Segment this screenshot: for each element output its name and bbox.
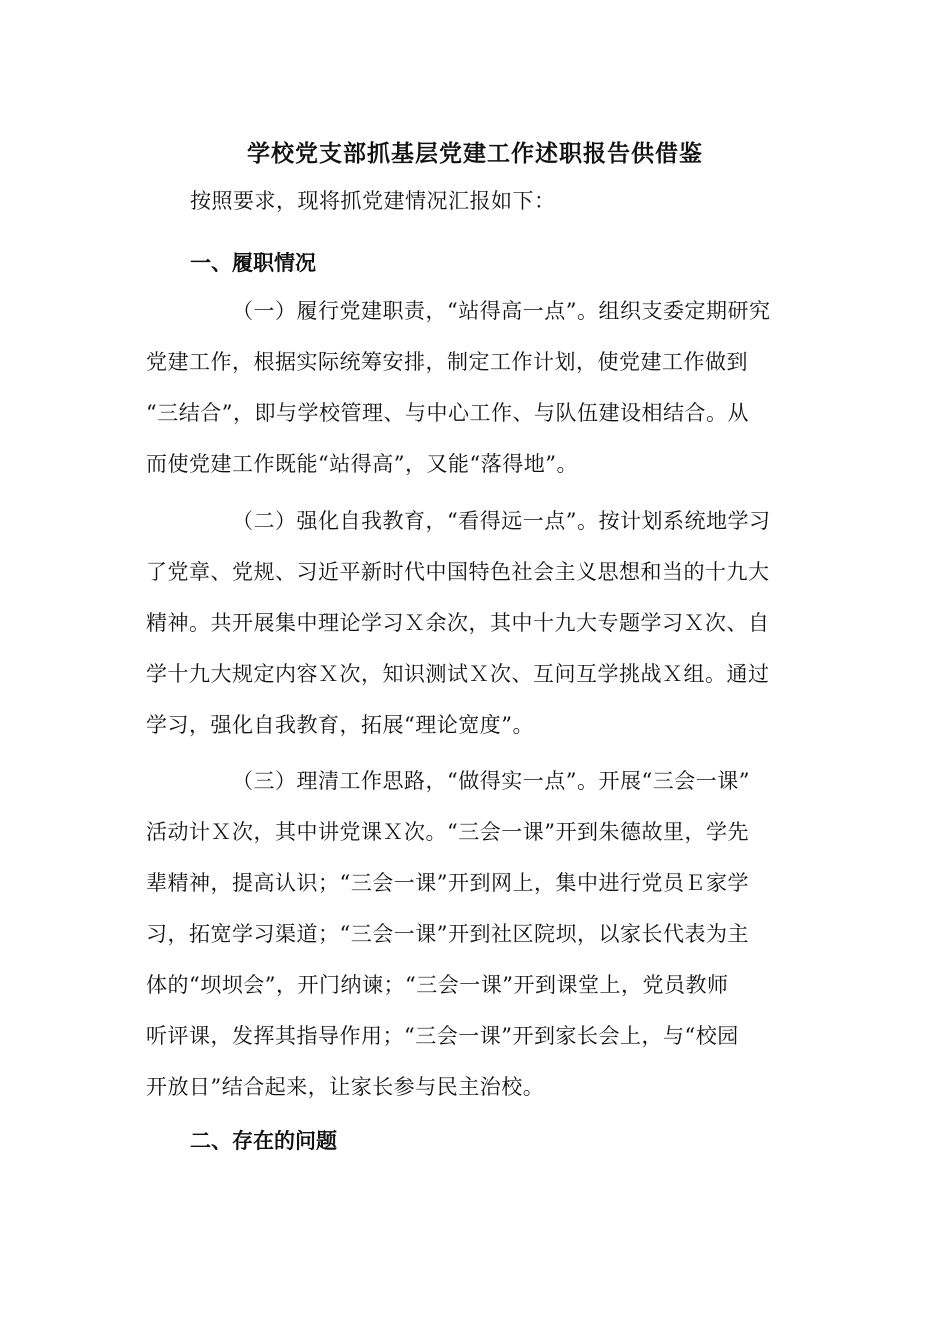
paragraph-line: 学十九大规定内容Ｘ次，知识测试Ｘ次、互问互学挑战Ｘ组。通过 <box>146 662 770 686</box>
paragraph-line: 党建工作，根据实际统筹安排，制定工作计划，使党建工作做到 <box>146 350 748 374</box>
paragraph-line: （二）强化自我教育，“看得远一点”。按计划系统地学习 <box>232 509 771 533</box>
paragraph-line: 活动计Ｘ次，其中讲党课Ｘ次。“三会一课”开到朱德故里，学先 <box>146 820 749 844</box>
section-heading-2: 二、存在的问题 <box>190 1128 337 1153</box>
paragraph-line: 开放日”结合起来，让家长参与民主治校。 <box>146 1075 545 1099</box>
paragraph-line: 而使党建工作既能“站得高”，又能“落得地”。 <box>146 452 578 476</box>
paragraph-line: 听评课，发挥其指导作用；“三会一课”开到家长会上，与“校园 <box>146 1024 739 1048</box>
paragraph-line: 了党章、党规、习近平新时代中国特色社会主义思想和当的十九大 <box>146 560 770 584</box>
paragraph-line: 精神。共开展集中理论学习Ｘ余次，其中十九大专题学习Ｘ次、自 <box>146 611 770 635</box>
document-title: 学校党支部抓基层党建工作述职报告供借鉴 <box>247 140 703 167</box>
paragraph-line: （一）履行党建职责，“站得高一点”。组织支委定期研究 <box>232 299 771 323</box>
paragraph-line: 学习，强化自我教育，拓展“理论宽度”。 <box>146 713 534 737</box>
intro-paragraph: 按照要求，现将抓党建情况汇报如下： <box>190 189 556 213</box>
section-heading-1: 一、履职情况 <box>190 250 316 275</box>
paragraph-line: “三结合”，即与学校管理、与中心工作、与队伍建设相结合。从 <box>146 401 749 425</box>
paragraph-line: 辈精神，提高认识；“三会一课”开到网上，集中进行党员Ｅ家学 <box>146 871 749 895</box>
paragraph-line: 习，拓宽学习渠道；“三会一课”开到社区院坝，以家长代表为主 <box>146 922 749 946</box>
paragraph-line: 体的“坝坝会”，开门纳谏；“三会一课”开到课堂上，党员教师 <box>146 973 729 997</box>
paragraph-line: （三）理清工作思路，“做得实一点”。开展“三会一课” <box>232 769 750 793</box>
